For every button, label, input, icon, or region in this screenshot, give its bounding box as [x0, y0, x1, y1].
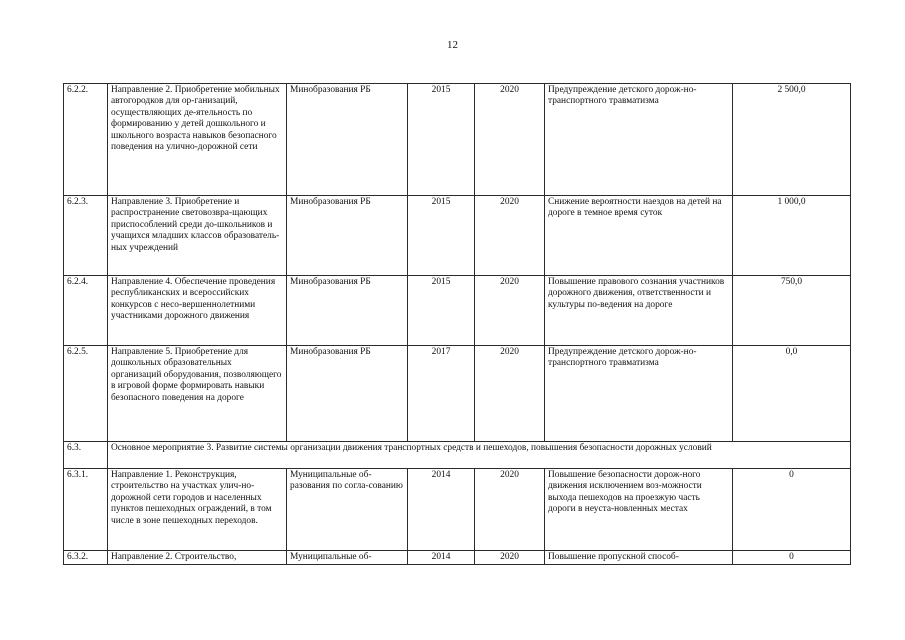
start-year: 2015 [408, 84, 475, 196]
expected-result: Повышение безопасности дорож-ного движения исключением воз-можности выхода пешеходов на проезжую часть дороги в неуста-новленных местах [545, 469, 733, 551]
expected-result: Повышение пропускной способ- [545, 551, 733, 565]
start-year: 2015 [408, 276, 475, 346]
row-number: 6.2.4. [64, 276, 108, 346]
page-number: 12 [447, 39, 458, 51]
end-year: 2020 [475, 551, 545, 565]
end-year: 2020 [475, 276, 545, 346]
table-row [64, 84, 851, 196]
funding-amount: 0 [733, 469, 851, 551]
executor: Минобразования РБ [287, 196, 408, 276]
expected-result: Предупреждение детского дорож-но-транспортного травматизма [545, 84, 733, 196]
table-row [64, 551, 851, 565]
executor: Минобразования РБ [287, 84, 408, 196]
row-number: 6.2.5. [64, 346, 108, 442]
activity-name: Направление 5. Приобретение для дошкольных образовательных организаций оборудования, позволяющего в игровой форме формировать навыки безопасного поведения на дороге [108, 346, 287, 442]
row-number: 6.3.1. [64, 469, 108, 551]
end-year: 2020 [475, 346, 545, 442]
start-year: 2017 [408, 346, 475, 442]
funding-amount: 750,0 [733, 276, 851, 346]
start-year: 2014 [408, 469, 475, 551]
table-row [64, 346, 851, 442]
expected-result: Снижение вероятности наездов на детей на дороге в темное время суток [545, 196, 733, 276]
executor: Минобразования РБ [287, 276, 408, 346]
row-number: 6.3.2. [64, 551, 108, 565]
start-year: 2015 [408, 196, 475, 276]
activity-name: Направление 2. Приобретение мобильных автогородков для ор-ганизаций, осуществляющих де-ятельность по формированию у детей дошкольного и школьного возраста навыков безопасного поведения на улично-дорожной сети [108, 84, 287, 196]
activity-name: Направление 1. Реконструкция, строительство на участках улич-но-дорожной сети городов и населенных пунктов пешеходных ограждений, в том числе в зоне пешеходных переходов. [108, 469, 287, 551]
funding-amount: 1 000,0 [733, 196, 851, 276]
end-year: 2020 [475, 196, 545, 276]
row-number: 6.2.2. [64, 84, 108, 196]
table-row [64, 196, 851, 276]
start-year: 2014 [408, 551, 475, 565]
end-year: 2020 [475, 469, 545, 551]
activity-name: Направление 2. Строительство, [108, 551, 287, 565]
expected-result: Предупреждение детского дорож-но-транспортного травматизма [545, 346, 733, 442]
end-year: 2020 [475, 84, 545, 196]
row-number: 6.3. [64, 442, 108, 469]
table-row [64, 276, 851, 346]
expected-result: Повышение правового сознания участников дорожного движения, ответственности и культуры по-ведения на дороге [545, 276, 733, 346]
activity-name: Направление 4. Обеспечение проведения республиканских и всероссийских конкурсов с несо-вершеннолетними участниками дорожного движения [108, 276, 287, 346]
executor: Муниципальные об-разования по согла-сованию [287, 469, 408, 551]
section-heading-row [64, 442, 851, 469]
funding-amount: 0,0 [733, 346, 851, 442]
funding-amount: 0 [733, 551, 851, 565]
executor: Муниципальные об- [287, 551, 408, 565]
row-number: 6.2.3. [64, 196, 108, 276]
funding-amount: 2 500,0 [733, 84, 851, 196]
executor: Минобразования РБ [287, 346, 408, 442]
program-table [63, 83, 851, 565]
table-row [64, 469, 851, 551]
activity-name: Направление 3. Приобретение и распространение световозвра-щающих приспособлений среди до-школьников и учащихся младших классов образователь-ных учреждений [108, 196, 287, 276]
section-heading: Основное мероприятие 3. Развитие системы организации движения транспортных средств и пешеходов, повышения безопасности дорожных условий [108, 442, 851, 469]
